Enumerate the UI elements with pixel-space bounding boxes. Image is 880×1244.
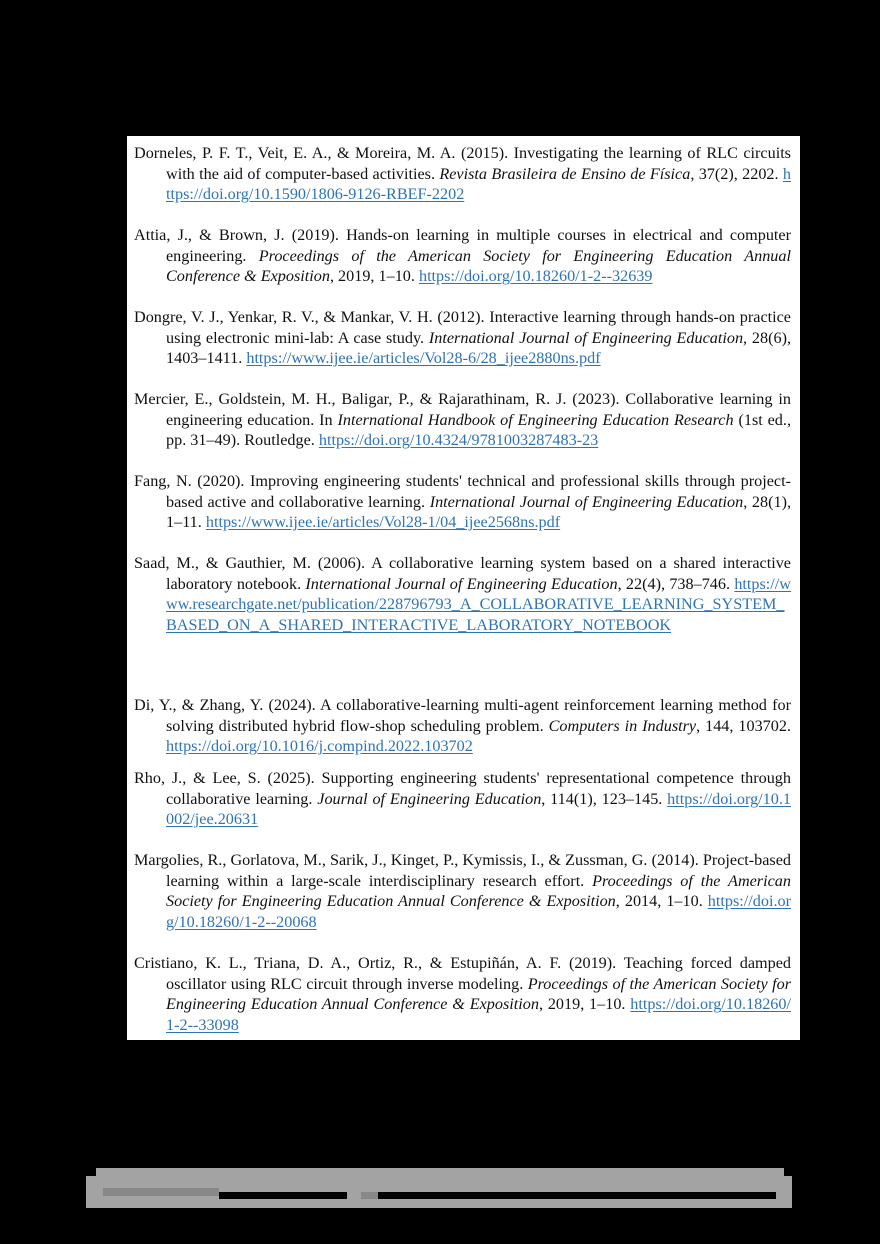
reference-link[interactable]: https://doi.org/10.18260/1-2--32639: [418, 267, 653, 286]
reference-link[interactable]: https://doi.org/10.1002/jee.20631: [166, 789, 791, 829]
reference-link[interactable]: https://doi.org/10.4324/9781003287483-23: [318, 431, 599, 450]
reference-text: (1st ed., pp. 31–49). Routledge.: [166, 410, 791, 450]
reference-entry: [134, 471, 791, 533]
footer-rule-left: [219, 1192, 347, 1199]
reference-link[interactable]: https://www.ijee.ie/articles/Vol28-1/04_ijee2568ns.pdf: [205, 513, 561, 532]
reference-text: , 28(6), 1403–1411.: [166, 328, 792, 368]
reference-source-title: Revista Brasileira de Ensino de Física: [439, 164, 691, 183]
reference-text: Mercier, E., Goldstein, M. H., Baligar, P., & Rajarathinam, R. J. (2023). Collaborative learning in engineering education. In: [134, 390, 791, 429]
reference-text: Rho, J., & Lee, S. (2025). Supporting engineering students' representational competence through collaborative learning.: [134, 769, 791, 808]
reference-text: Attia, J., & Brown, J. (2019). Hands-on learning in multiple courses in electrical and computer engineering.: [134, 226, 791, 265]
reference-text: , 144, 103702.: [696, 716, 792, 735]
reference-text: , 28(1), 1–11.: [166, 492, 792, 532]
reference-text: , 114(1), 123–145.: [541, 789, 668, 808]
reference-text: , 22(4), 738–746.: [617, 574, 735, 593]
reference-entry: [134, 695, 791, 757]
footer-blurred-text: [103, 1188, 219, 1196]
reference-text: Dorneles, P. F. T., Veit, E. A., & Moreira, M. A. (2015). Investigating the learning of RLC circuits with the aid of computer-based activities.: [134, 144, 791, 183]
footer-page-marker: [361, 1192, 378, 1199]
reference-text: Dongre, V. J., Yenkar, R. V., & Mankar, V. H. (2012). Interactive learning through hands-on practice using electronic mini-lab: A case study.: [134, 308, 791, 347]
reference-link[interactable]: https://www.researchgate.net/publication/228796793_A_COLLABORATIVE_LEARNING_SYSTEM_BASED_ON_A_SHARED_INTERACTIVE_LABORATORY_NOTEBOOK: [166, 574, 791, 634]
reference-text: Margolies, R., Gorlatova, M., Sarik, J., Kinget, P., Kymissis, I., & Zussman, G. (2014). Project-based learning within a large-scale interdisciplinary research effort.: [134, 851, 791, 890]
reference-link[interactable]: https://doi.org/10.1016/j.compind.2022.103702: [166, 737, 473, 756]
reference-text: Fang, N. (2020). Improving engineering students' technical and professional skills through project-based active and collaborative learning.: [134, 472, 791, 511]
reference-entry: [134, 307, 791, 369]
footer-rule-right: [378, 1192, 776, 1199]
reference-text: , 37(2), 2202.: [690, 164, 783, 183]
reference-entry: [134, 768, 791, 830]
reference-text: , 2019, 1–10.: [329, 267, 419, 286]
reference-source-title: International Handbook of Engineering Education Research: [337, 410, 734, 429]
reference-text: Di, Y., & Zhang, Y. (2024). A collaborative-learning multi-agent reinforcement learning method for solving distributed hybrid flow-shop scheduling problem.: [134, 696, 791, 735]
reference-text: , 2014, 1–10.: [615, 892, 708, 911]
reference-link[interactable]: https://doi.org/10.1590/1806-9126-RBEF-2202: [166, 164, 792, 204]
reference-entry: [134, 225, 791, 287]
reference-link[interactable]: https://doi.org/10.18260/1-2--33098: [166, 995, 791, 1034]
reference-entry: [134, 389, 791, 451]
reference-text: Cristiano, K. L., Triana, D. A., Ortiz, R., & Estupiñán, A. F. (2019). Teaching forced damped oscillator using RLC circuit through inverse modeling.: [134, 954, 791, 993]
reference-text: Saad, M., & Gauthier, M. (2006). A collaborative learning system based on a shared interactive laboratory notebook.: [134, 554, 791, 593]
reference-source-title: Proceedings of the American Society for Engineering Education Annual Conference & Exposition: [166, 871, 791, 911]
document-page: [127, 136, 800, 1040]
reference-source-title: Proceedings of the American Society for Engineering Education Annual Conference & Exposition: [166, 246, 791, 286]
reference-link[interactable]: https://doi.org/10.18260/1-2--20068: [166, 892, 791, 931]
reference-source-title: International Journal of Engineering Education: [429, 492, 744, 511]
reference-entry: [134, 953, 791, 1035]
reference-entry: [134, 850, 791, 932]
reference-source-title: Proceedings of the American Society for Engineering Education Annual Conference & Exposition: [166, 974, 792, 1014]
reference-entry: [134, 553, 791, 635]
reference-source-title: Journal of Engineering Education: [317, 789, 542, 808]
reference-source-title: International Journal of Engineering Education: [428, 328, 744, 347]
reference-text: , 2019, 1–10.: [538, 995, 631, 1014]
footer-bar: [86, 1176, 792, 1208]
reference-entry: [134, 143, 791, 205]
reference-source-title: International Journal of Engineering Education: [305, 574, 618, 593]
reference-link[interactable]: https://www.ijee.ie/articles/Vol28-6/28_ijee2880ns.pdf: [246, 349, 601, 368]
reference-source-title: Computers in Industry: [548, 716, 697, 735]
